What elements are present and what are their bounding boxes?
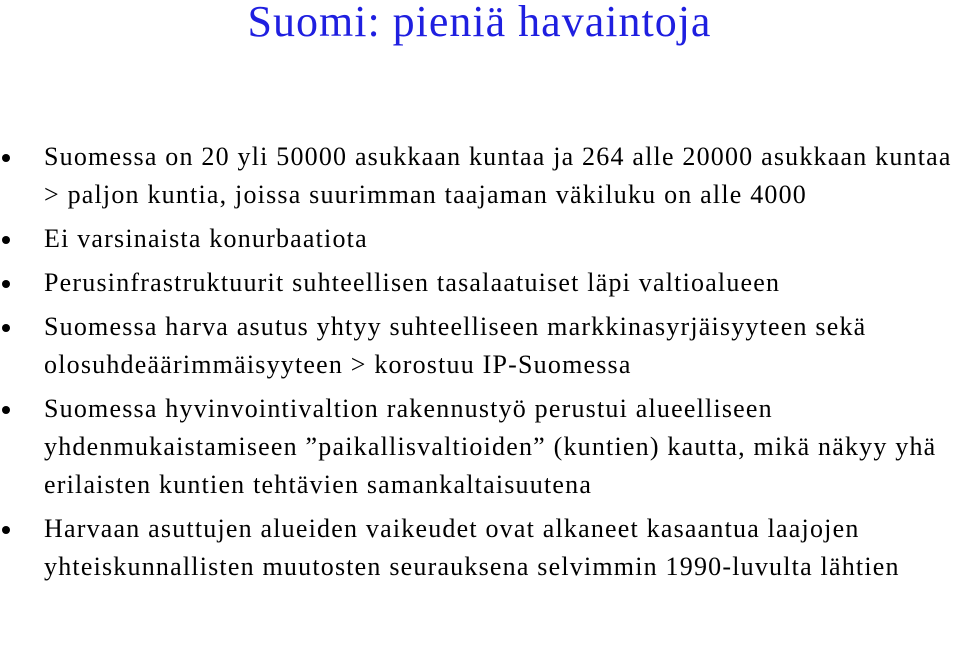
- slide-title: Suomi: pieniä havaintoja: [247, 0, 712, 46]
- bullet-list: [0, 138, 959, 592]
- bullet-item: Suomessa harva asutus yhtyy suhteelliseen markkinasyrjäisyyteen sekä olosuhdeäärimmäisyyteen > korostuu IP-Suomessa: [0, 308, 959, 384]
- bullet-item: Perusinfrastruktuurit suhteellisen tasalaatuiset läpi valtioalueen: [0, 264, 959, 302]
- bullet-item: Suomessa hyvinvointivaltion rakennustyö perustui alueelliseen yhdenmukaistamiseen ”paikallisvaltioiden” (kuntien) kautta, mikä näkyy yhä erilaisten kuntien tehtävien samankaltaisuutena: [0, 390, 959, 504]
- bullet-item: Harvaan asuttujen alueiden vaikeudet ovat alkaneet kasaantua laajojen yhteiskunnallisten muutosten seurauksena selvimmin 1990-luvulta lähtien: [0, 510, 959, 586]
- bullet-item: Ei varsinaista konurbaatiota: [0, 220, 959, 258]
- bullet-item: Suomessa on 20 yli 50000 asukkaan kuntaa ja 264 alle 20000 asukkaan kuntaa > paljon kuntia, joissa suurimman taajaman väkiluku on alle 4000: [0, 138, 959, 214]
